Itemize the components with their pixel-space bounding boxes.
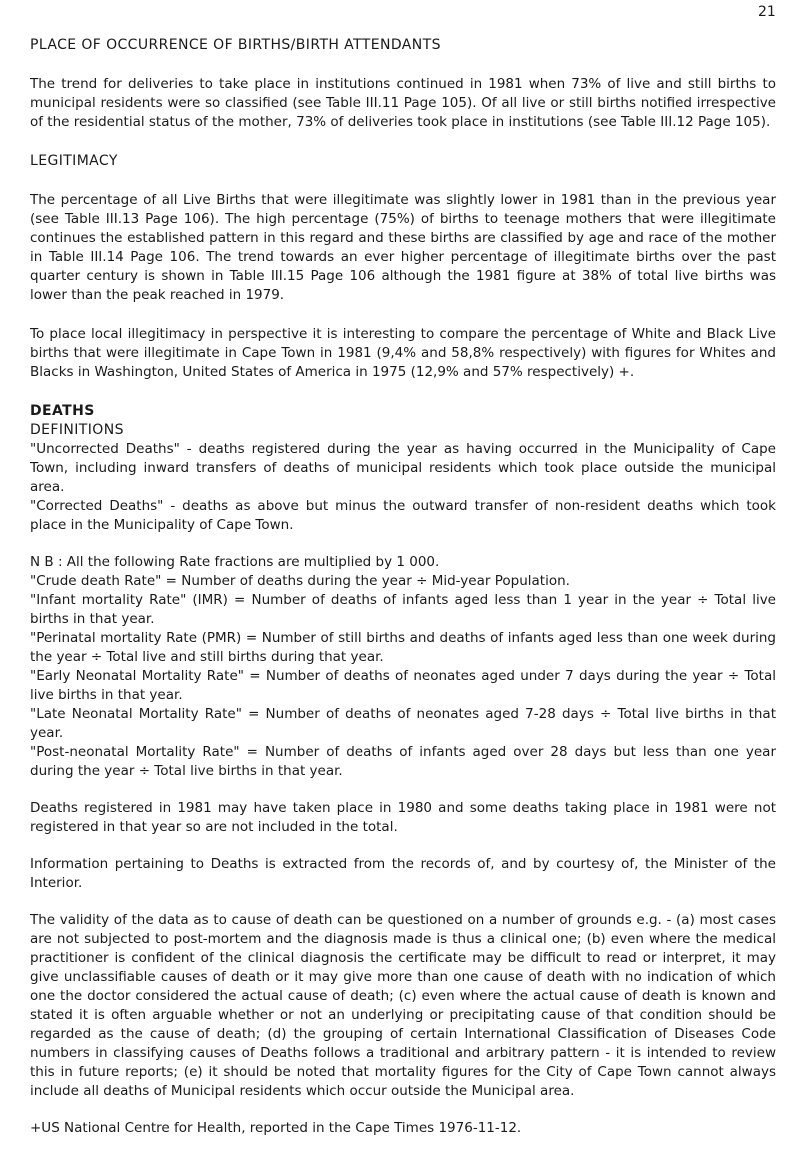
definition-corrected-deaths: "Corrected Deaths" - deaths as above but minus the outward transfer of non-resident deaths which took place in the Municipality of Cape Town.: [30, 498, 776, 533]
definition-post-neonatal-mortality-rate: "Post-neonatal Mortality Rate" = Number of deaths of infants aged over 28 days but less than one year during the year ÷ Total live births in that year.: [30, 744, 776, 779]
heading-legitimacy: LEGITIMACY: [30, 153, 118, 169]
heading-deaths: DEATHS: [30, 403, 95, 419]
paragraph-place-of-occurrence: The trend for deliveries to take place in institutions continued in 1981 when 73% of live and still births to municipal residents were so classified (see Table III.11 Page 105). Of all live or still births notified irrespective of the residential status of the mother, 73% of deliveries took place in institutions (see Table III.12 Page 105).: [30, 76, 776, 130]
definition-early-neonatal-mortality-rate: "Early Neonatal Mortality Rate" = Number of deaths of neonates aged under 7 days during the year ÷ Total live births in that year.: [30, 668, 776, 703]
heading-place-of-occurrence: PLACE OF OCCURRENCE OF BIRTHS/BIRTH ATTENDANTS: [30, 37, 441, 53]
document-body: [30, 36, 776, 1138]
note-rate-fractions: N B : All the following Rate fractions are multiplied by 1 000.: [30, 554, 440, 570]
page-number: 21: [758, 4, 776, 20]
footnote: +US National Centre for Health, reported in the Cape Times 1976-11-12.: [30, 1120, 522, 1136]
definition-uncorrected-deaths: "Uncorrected Deaths" - deaths registered during the year as having occurred in the Municipality of Cape Town, including inward transfers of deaths of municipal residents which took place outside the municipal area.: [30, 441, 776, 495]
paragraph-data-validity: The validity of the data as to cause of death can be questioned on a number of grounds e.g. - (a) most cases are not subjected to post-mortem and the diagnosis made is thus a clinical one; (b) even where the medical practitioner is confident of the clinical diagnosis the certificate may be difficult to read or interpret, it may give unclassifiable causes of death or it may give more than one cause of death with no indication of which one the doctor considered the actual cause of death; (c) even where the actual cause of death is known and stated it is often arguable whether or not an underlying or precipitating cause of that condition should be regarded as the cause of death; (d) the grouping of certain International Classification of Diseases Code numbers in classifying causes of Deaths follows a traditional and arbitrary pattern - it is intended to review this in future reports; (e) it should be noted that mortality figures for the City of Cape Town cannot always include all deaths of Municipal residents which occur outside the Municipal area.: [30, 912, 776, 1099]
paragraph-legitimacy-comparison: To place local illegitimacy in perspective it is interesting to compare the percentage of White and Black Live births that were illegitimate in Cape Town in 1981 (9,4% and 58,8% respectively) with figures for Whites and Blacks in Washington, United States of America in 1975 (12,9% and 57% respectively) +.: [30, 326, 776, 380]
heading-definitions: DEFINITIONS: [30, 422, 124, 438]
paragraph-registration-note: Deaths registered in 1981 may have taken place in 1980 and some deaths taking place in 1981 were not registered in that year so are not included in the total.: [30, 800, 776, 835]
paragraph-legitimacy-trend: The percentage of all Live Births that were illegitimate was slightly lower in 1981 than in the previous year (see Table III.13 Page 106). The high percentage (75%) of births to teenage mothers that were illegitimate continues the established pattern in this regard and these births are classified by age and race of the mother in Table III.14 Page 106. The trend towards an ever higher percentage of illegitimate births over the past quarter century is shown in Table III.15 Page 106 although the 1981 figure at 38% of total live births was lower than the peak reached in 1979.: [30, 192, 776, 303]
definition-infant-mortality-rate: "Infant mortality Rate" (IMR) = Number of deaths of infants aged less than 1 year in the year ÷ Total live births in that year.: [30, 592, 776, 627]
definition-late-neonatal-mortality-rate: "Late Neonatal Mortality Rate" = Number of deaths of neonates aged 7-28 days ÷ Total live births in that year.: [30, 706, 776, 741]
paragraph-information-source: Information pertaining to Deaths is extracted from the records of, and by courtesy of, the Minister of the Interior.: [30, 856, 776, 891]
definition-crude-death-rate: "Crude death Rate" = Number of deaths during the year ÷ Mid-year Population.: [30, 573, 570, 589]
definition-perinatal-mortality-rate: "Perinatal mortality Rate (PMR) = Number of still births and deaths of infants aged less than one week during the year ÷ Total live and still births during that year.: [30, 630, 776, 665]
